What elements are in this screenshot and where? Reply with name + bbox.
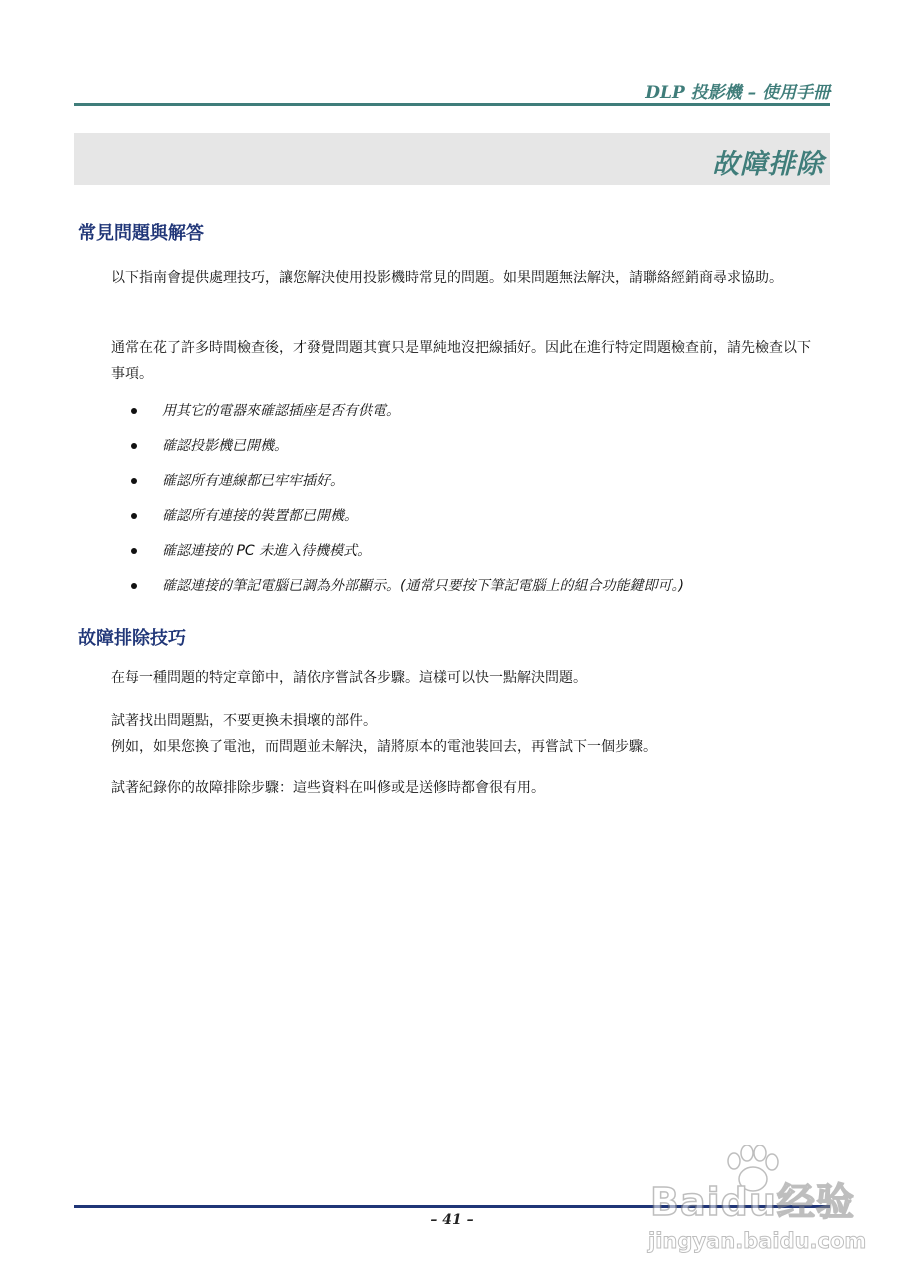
faq-check-intro-paragraph: 通常在花了許多時間檢查後，才發覺問題其實只是單純地沒把線插好。因此在進行特定問題檢查前，請先檢查以下事項。 xyxy=(111,340,811,382)
checklist-item xyxy=(0,432,905,467)
watermark-brand: Baidu经验 xyxy=(650,1180,855,1224)
watermark-url: jingyan.baidu.com xyxy=(648,1229,867,1253)
manual-header: DLP 投影機 – 使用手冊 xyxy=(645,83,830,103)
checklist-item-text: 確認所有連接的裝置都已開機。 xyxy=(162,508,358,524)
tips-heading: 故障排除技巧 xyxy=(78,628,186,649)
bullet-icon xyxy=(131,513,137,519)
bullet-icon xyxy=(131,408,137,414)
tips-paragraph-2-line-2: 例如，如果您換了電池，而問題並未解決，請將原本的電池裝回去，再嘗試下一個步驟。 xyxy=(111,739,657,755)
header-rule xyxy=(74,103,830,106)
bullet-icon xyxy=(131,478,137,484)
tips-paragraph-1: 在每一種問題的特定章節中，請依序嘗試各步驟。這樣可以快一點解決問題。 xyxy=(111,670,587,686)
checklist xyxy=(0,397,905,607)
chapter-title: 故障排除 xyxy=(712,149,824,180)
bullet-icon xyxy=(131,583,137,589)
tips-paragraph-3: 試著紀錄你的故障排除步驟：這些資料在叫修或是送修時都會很有用。 xyxy=(111,780,545,796)
checklist-item-text: 確認連接的 PC 未進入待機模式。 xyxy=(162,543,372,559)
checklist-item xyxy=(0,467,905,502)
bullet-icon xyxy=(131,548,137,554)
chapter-title-band xyxy=(74,133,830,185)
faq-heading: 常見問題與解答 xyxy=(78,223,204,244)
checklist-item-text: 用其它的電器來確認插座是否有供電。 xyxy=(162,403,400,419)
checklist-item-text: 確認所有連線都已牢牢插好。 xyxy=(162,473,344,489)
checklist-item xyxy=(0,502,905,537)
faq-intro-paragraph: 以下指南會提供處理技巧，讓您解決使用投影機時常見的問題。如果問題無法解決，請聯絡經銷商尋求協助。 xyxy=(111,270,783,286)
checklist-item-text: 確認連接的筆記電腦已調為外部顯示。(通常只要按下筆記電腦上的組合功能鍵即可。) xyxy=(162,578,684,594)
checklist-item-text: 確認投影機已開機。 xyxy=(162,438,288,454)
page-number: – 41 – xyxy=(430,1212,474,1228)
checklist-item xyxy=(0,397,905,432)
checklist-item xyxy=(0,572,905,607)
tips-paragraph-2-line-1: 試著找出問題點，不要更換未損壞的部件。 xyxy=(111,713,377,729)
baidu-watermark xyxy=(640,1145,867,1275)
bullet-icon xyxy=(131,443,137,449)
checklist-item xyxy=(0,537,905,572)
